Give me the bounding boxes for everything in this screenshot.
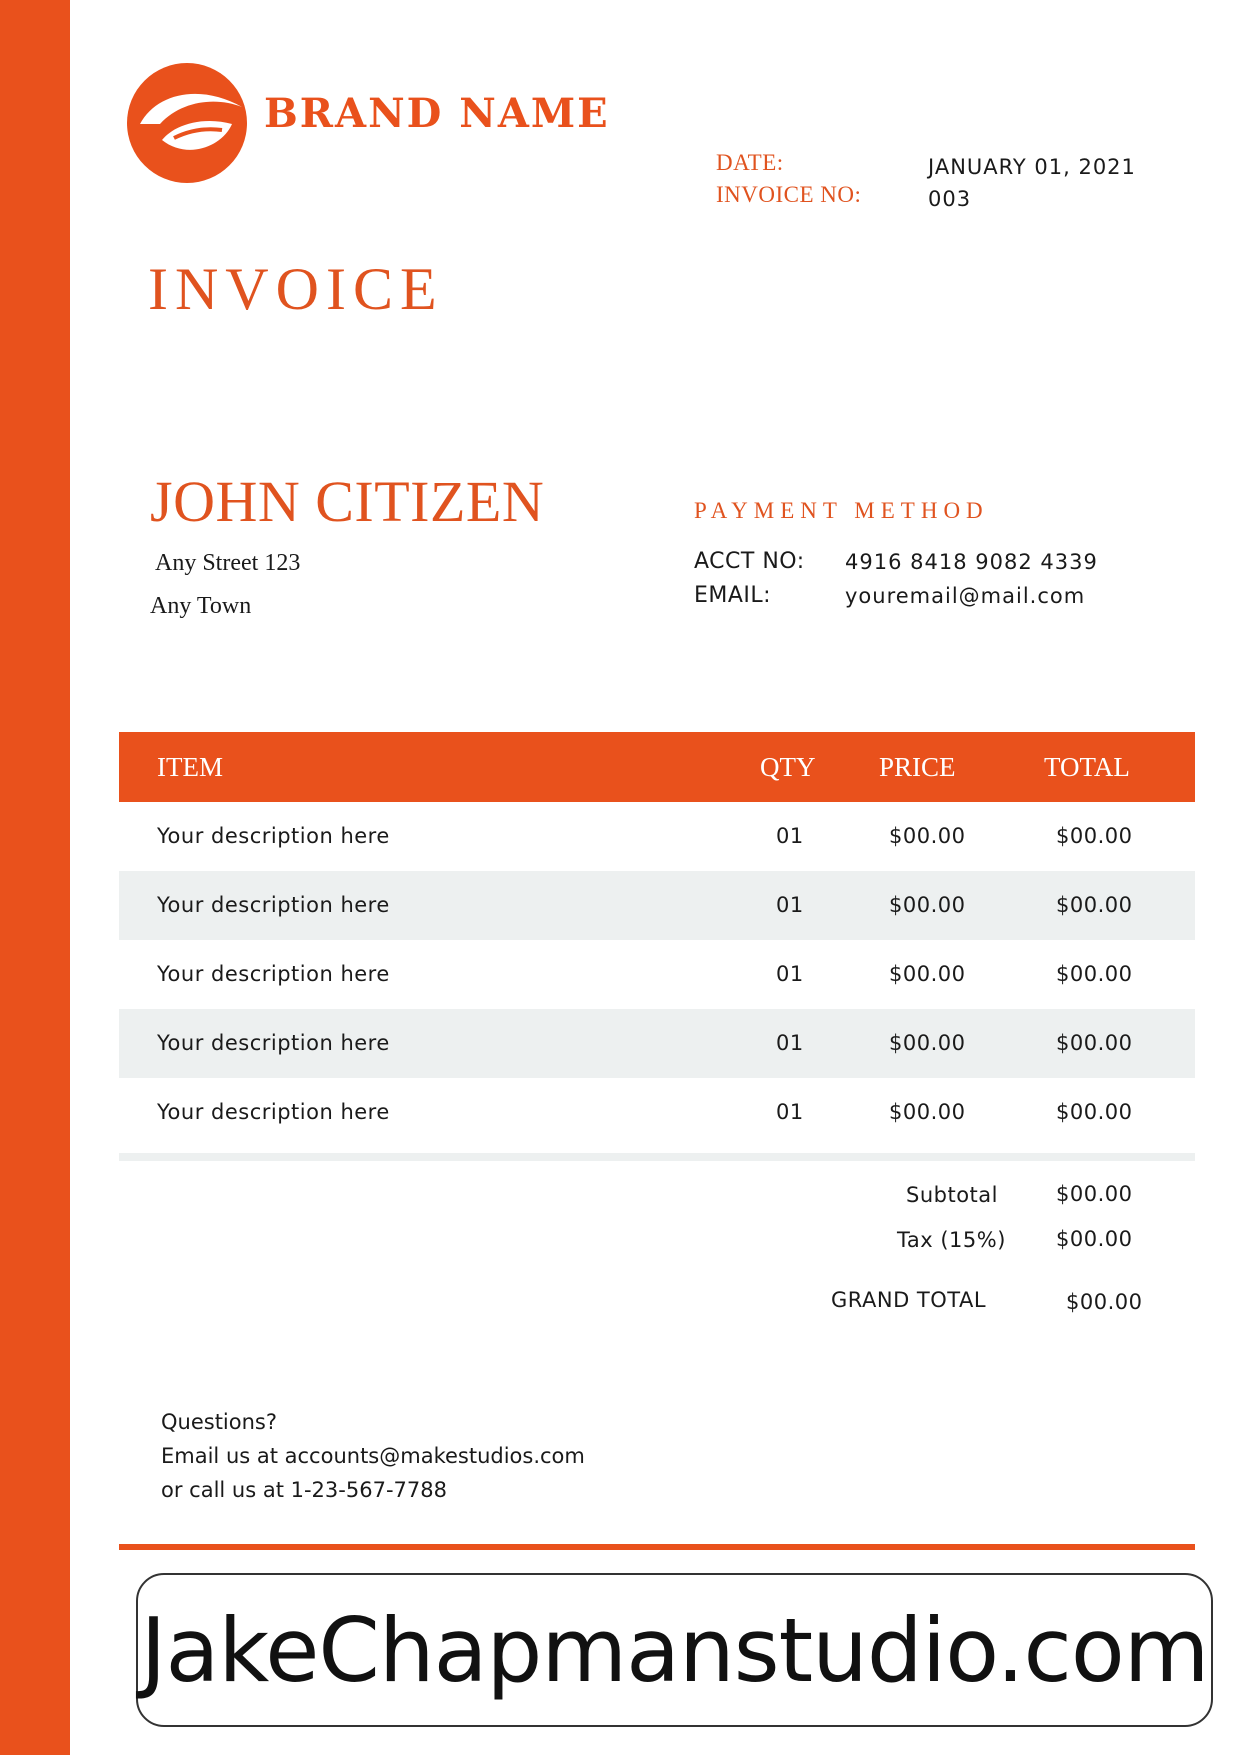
table-header [119, 732, 1195, 802]
acct-no-value: 4916 8418 9082 4339 [845, 550, 1098, 574]
row-total: $00.00 [1056, 1100, 1133, 1124]
row-item: Your description here [157, 962, 390, 986]
row-qty: 01 [776, 962, 804, 986]
table-row [119, 1078, 1195, 1147]
payment-method-heading: PAYMENT METHOD [694, 498, 989, 523]
invoice-items-table [119, 732, 1195, 1161]
side-accent-bar [0, 0, 70, 1755]
client-town: Any Town [150, 593, 252, 619]
table-row [119, 940, 1195, 1009]
row-item: Your description here [157, 1031, 390, 1055]
row-total: $00.00 [1056, 962, 1133, 986]
row-item: Your description here [157, 1100, 390, 1124]
row-qty: 01 [776, 824, 804, 848]
row-qty: 01 [776, 893, 804, 917]
row-total: $00.00 [1056, 1031, 1133, 1055]
row-price: $00.00 [889, 1031, 966, 1055]
client-name: JOHN CITIZEN [150, 469, 545, 534]
row-item: Your description here [157, 893, 390, 917]
watermark-text: JakeChapmanstudio.com [140, 1598, 1209, 1702]
footer-questions: Questions? [161, 1410, 278, 1434]
row-qty: 01 [776, 1100, 804, 1124]
header-price: PRICE [879, 752, 956, 782]
table-row [119, 871, 1195, 940]
watermark-banner [136, 1573, 1213, 1727]
invoice-no-value: 003 [928, 187, 972, 211]
row-price: $00.00 [889, 824, 966, 848]
tax-value: $00.00 [1056, 1227, 1133, 1251]
grand-total-label: GRAND TOTAL [831, 1288, 987, 1312]
table-row [119, 1009, 1195, 1078]
tax-label: Tax (15%) [897, 1228, 1006, 1252]
email-value: youremail@mail.com [845, 584, 1086, 608]
table-row [119, 802, 1195, 871]
header-item: ITEM [157, 752, 223, 782]
row-item: Your description here [157, 824, 390, 848]
row-price: $00.00 [889, 893, 966, 917]
footer-email: Email us at accounts@makestudios.com [161, 1444, 585, 1468]
grand-total-value: $00.00 [1066, 1290, 1143, 1314]
subtotal-label: Subtotal [906, 1183, 998, 1207]
subtotal-value: $00.00 [1056, 1182, 1133, 1206]
acct-no-label: ACCT NO: [694, 549, 805, 574]
table-bottom-rule [119, 1153, 1195, 1161]
row-price: $00.00 [889, 962, 966, 986]
row-qty: 01 [776, 1031, 804, 1055]
invoice-title: INVOICE [148, 256, 444, 322]
row-total: $00.00 [1056, 824, 1133, 848]
date-label: DATE: [716, 150, 784, 175]
row-total: $00.00 [1056, 893, 1133, 917]
header-total: TOTAL [1044, 752, 1130, 782]
header-qty: QTY [760, 752, 816, 782]
date-value: JANUARY 01, 2021 [928, 155, 1136, 179]
email-label: EMAIL: [694, 583, 772, 608]
footer-phone: or call us at 1-23-567-7788 [161, 1478, 447, 1502]
row-price: $00.00 [889, 1100, 966, 1124]
footer-divider [119, 1544, 1195, 1550]
client-street: Any Street 123 [155, 550, 301, 576]
brand-name: BRAND NAME [264, 90, 610, 137]
leaf-circle-logo-icon [122, 62, 252, 184]
invoice-no-label: INVOICE NO: [716, 182, 862, 207]
